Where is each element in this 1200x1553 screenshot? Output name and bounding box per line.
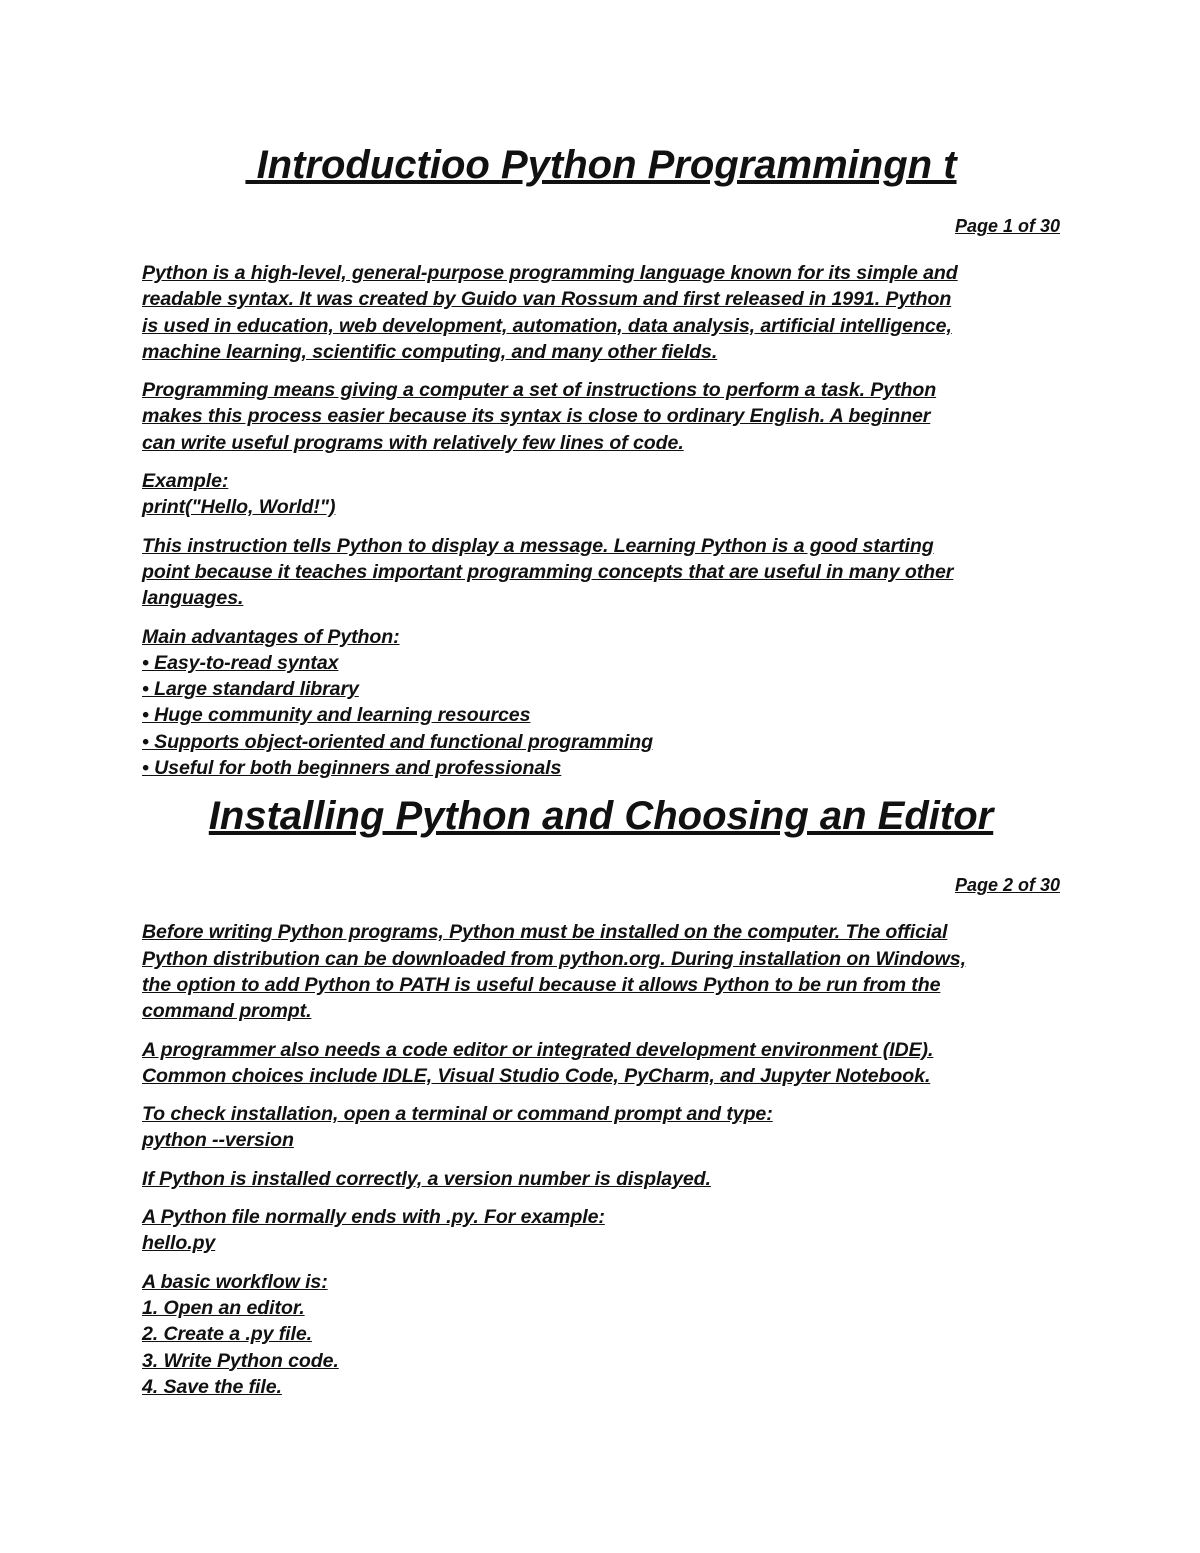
- advantages-list: [142, 624, 1060, 782]
- text-line: Python is a high-level, general-purpose programming language known for its simple and: [142, 262, 958, 284]
- list-item: 4. Save the file.: [142, 1375, 282, 1398]
- document-content: [142, 142, 1060, 1400]
- code-line: print("Hello, World!"): [142, 496, 336, 519]
- code-line: hello.py: [142, 1232, 216, 1255]
- paragraph-editor-choice: [142, 1037, 1060, 1090]
- text-line: Programming means giving a computer a set of instructions to perform a task. Python: [142, 379, 937, 402]
- text-line: command prompt.: [142, 1000, 312, 1023]
- text-line: point because it teaches important programming concepts that are useful in many other: [142, 560, 954, 583]
- paragraph-check-installation: [142, 1101, 1060, 1154]
- list-heading: Main advantages of Python:: [142, 625, 400, 648]
- text-line: makes this process easier because its syntax is close to ordinary English. A beginner: [142, 405, 931, 428]
- list-item: • Easy-to-read syntax: [142, 651, 339, 674]
- list-item: 3. Write Python code.: [142, 1349, 339, 1372]
- text-line: A Python file normally ends with .py. For example:: [142, 1206, 605, 1229]
- text-line: This instruction tells Python to display a message. Learning Python is a good starting: [142, 534, 934, 557]
- list-item: • Huge community and learning resources: [142, 704, 531, 727]
- list-item: 1. Open an editor.: [142, 1296, 305, 1319]
- paragraph-example: [142, 468, 1060, 521]
- code-line: python --version: [142, 1129, 294, 1152]
- paragraph-version-displayed: [142, 1166, 1060, 1192]
- text-line: To check installation, open a terminal or command prompt and type:: [142, 1103, 773, 1126]
- paragraph-programming-meaning: [142, 377, 1060, 456]
- text-line: Common choices include IDLE, Visual Studio Code, PyCharm, and Jupyter Notebook.: [142, 1064, 931, 1087]
- section-title-1: Introductioo Python Programmingn t: [245, 143, 957, 187]
- text-line: readable syntax. It was created by Guido van Rossum and first released in 1991. Python: [142, 288, 952, 311]
- paragraph-python-intro: [142, 260, 1060, 365]
- text-line: can write useful programs with relatively few lines of code.: [142, 431, 684, 454]
- section-title-2: Installing Python and Choosing an Editor: [208, 794, 994, 839]
- text-line: Before writing Python programs, Python must be installed on the computer. The official: [142, 921, 948, 944]
- text-line: languages.: [142, 587, 244, 610]
- list-heading: A basic workflow is:: [142, 1270, 328, 1293]
- paragraph-installation: [142, 919, 1060, 1024]
- paragraph-instruction-explanation: [142, 533, 1060, 612]
- text-line: Example:: [142, 470, 229, 493]
- text-line: If Python is installed correctly, a version number is displayed.: [142, 1167, 711, 1190]
- text-line: Python distribution can be downloaded from python.org. During installation on Windows,: [142, 947, 966, 970]
- list-item: 2. Create a .py file.: [142, 1323, 312, 1346]
- page-number-label-2: Page 2 of 30: [954, 875, 1060, 896]
- page-number-label-1: Page 1 of 30: [954, 216, 1060, 236]
- text-line: is used in education, web development, automation, data analysis, artificial intelligence,: [142, 314, 952, 337]
- workflow-list: [142, 1269, 1060, 1400]
- text-line: machine learning, scientific computing, and many other fields.: [142, 340, 718, 363]
- list-item: • Large standard library: [142, 678, 359, 701]
- text-line: A programmer also needs a code editor or integrated development environment (IDE).: [142, 1038, 934, 1061]
- text-line: the option to add Python to PATH is useful because it allows Python to be run from the: [142, 973, 941, 996]
- list-item: • Useful for both beginners and professionals: [142, 757, 562, 780]
- list-item: • Supports object-oriented and functional programming: [142, 730, 654, 753]
- paragraph-file-extension: [142, 1204, 1060, 1257]
